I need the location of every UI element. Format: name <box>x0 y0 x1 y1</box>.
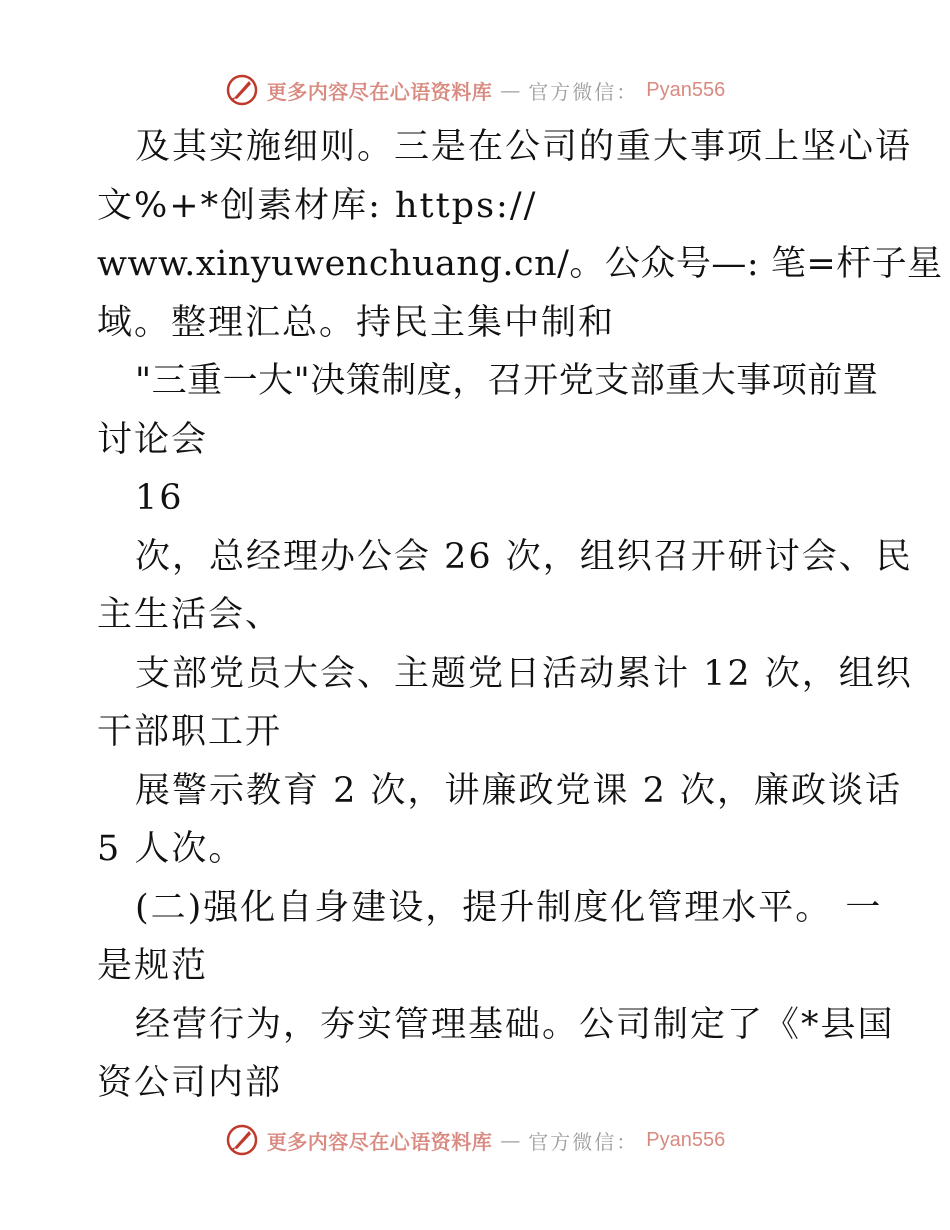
watermark-separator: — <box>500 1128 521 1152</box>
quill-logo-icon <box>225 1123 259 1157</box>
watermark-wechat-id: Pyan556 <box>646 78 726 101</box>
body-line: 干部职工开 <box>97 712 283 752</box>
body-line: 5 人次。 <box>97 829 246 869</box>
body-line: 支部党员大会、主题党日活动累计 12 次，组织 <box>135 653 913 694</box>
body-line: www.xinyuwenchuang.cn/。公众号—: 笔=杆子星 <box>97 244 943 284</box>
watermark-site-text: 更多内容尽在心语资料库 <box>266 1129 493 1154</box>
watermark-wechat-id: Pyan556 <box>646 1128 726 1151</box>
body-line: 16 <box>135 478 184 518</box>
body-line: 主生活会、 <box>97 595 283 635</box>
body-line: 及其实施细则。三是在公司的重大事项上坚心语 <box>135 127 913 167</box>
watermark-official-label: 官方微信： <box>528 79 639 104</box>
document-body <box>97 118 943 1113</box>
body-line: 讨论会 <box>97 419 209 460</box>
watermark-separator: — <box>500 78 521 102</box>
body-line: 次，总经理办公会 26 次，组织召开研讨会、民 <box>135 536 913 577</box>
body-line: 域。整理汇总。持民主集中制和 <box>97 302 616 343</box>
body-line: 展警示教育 2 次，讲廉政党课 2 次，廉政谈话 <box>135 770 903 811</box>
body-line: 经营行为，夯实管理基础。公司制定了《*县国 <box>135 1004 895 1045</box>
footer-watermark <box>0 1120 950 1160</box>
quill-logo-icon <box>225 73 259 107</box>
watermark-site-text: 更多内容尽在心语资料库 <box>266 79 493 104</box>
body-line: 资公司内部 <box>97 1063 283 1103</box>
header-watermark <box>0 70 950 110</box>
body-line: (二)强化自身建设，提升制度化管理水平。 一 <box>135 887 883 928</box>
body-line: "三重一大"决策制度，召开党支部重大事项前置 <box>135 361 879 401</box>
body-line: 是规范 <box>97 946 209 986</box>
body-line: 文%+*创素材库: https:// <box>97 185 538 226</box>
watermark-official-label: 官方微信： <box>528 1129 639 1154</box>
